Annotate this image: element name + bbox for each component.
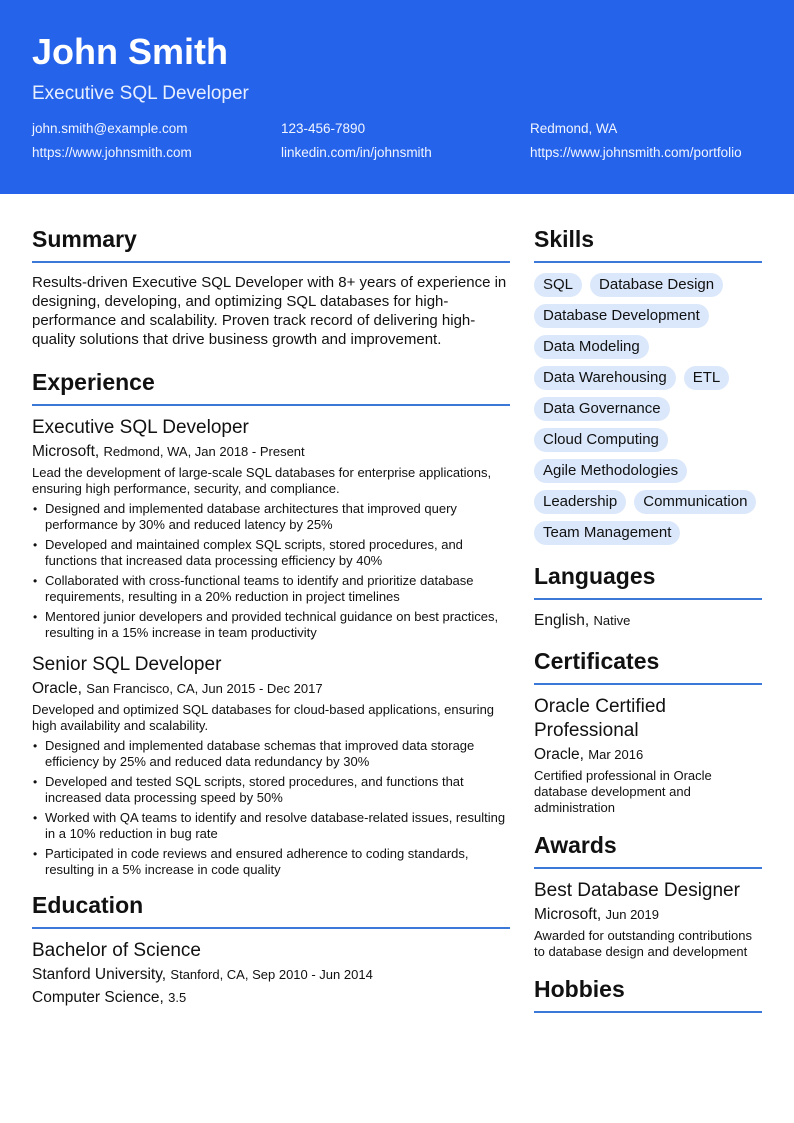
job-title: Executive SQL Developer <box>32 417 249 438</box>
education-school: Stanford University <box>32 966 162 983</box>
skill-tag: Data Warehousing <box>534 366 676 390</box>
location: Redmond, WA <box>530 121 618 136</box>
job-meta: Microsoft, Redmond, WA, Jan 2018 - Present <box>32 443 305 460</box>
language-level: Native <box>593 613 631 628</box>
job-entry <box>32 416 510 641</box>
award-description: Awarded for outstanding contributions to database design and development <box>534 928 753 959</box>
education-location: Stanford, CA <box>170 967 245 982</box>
education-dates: Sep 2010 - Jun 2014 <box>252 967 373 982</box>
education-section <box>32 890 510 1009</box>
linkedin-link[interactable]: linkedin.com/in/johnsmith <box>281 145 432 160</box>
skill-tag: Data Governance <box>534 397 670 421</box>
award-date: Jun 2019 <box>605 907 659 922</box>
education-gpa: 3.5 <box>168 990 187 1005</box>
portfolio-link[interactable]: https://www.johnsmith.com/portfolio <box>530 145 742 160</box>
job-bullet: • Designed and implemented database architectures that improved query performance by 30% and reduced latency by 25% <box>32 501 510 533</box>
job-entry <box>32 653 510 878</box>
main-column <box>32 224 510 1009</box>
education-degree: Bachelor of Science <box>32 940 201 961</box>
skill-tag: Database Development <box>534 304 709 328</box>
summary-text: Results-driven Executive SQL Developer with 8+ years of experience in designing, developing, and optimizing SQL databases for high-performance and scalability. Proven track record of delivering high-quality solutions that drive business growth and improvement. <box>32 274 507 348</box>
job-bullet: • Collaborated with cross-functional teams to identify and prioritize database requirements, resulting in a 20% reduction in project timelines <box>32 573 510 605</box>
job-description: Lead the development of large-scale SQL databases for enterprise applications, ensuring high performance, security, and compliance. <box>32 465 492 496</box>
education-heading: Education <box>32 890 510 929</box>
job-bullet: • Participated in code reviews and ensured adherence to coding standards, resulting in a 5% increase in code quality <box>32 846 510 878</box>
side-column <box>534 224 762 1027</box>
skill-tag: Team Management <box>534 521 680 545</box>
job-dates: Jun 2015 - Dec 2017 <box>201 681 323 696</box>
email-link[interactable]: john.smith@example.com <box>32 121 188 136</box>
language-entry: English, Native <box>534 612 631 629</box>
skill-tag: Cloud Computing <box>534 428 668 452</box>
job-company: Microsoft <box>32 443 95 460</box>
experience-section <box>32 367 510 878</box>
job-bullet: • Worked with QA teams to identify and resolve database-related issues, resulting in a 10% reduction in bug rate <box>32 810 510 842</box>
skill-tag: SQL <box>534 273 582 297</box>
skill-tag: Agile Methodologies <box>534 459 687 483</box>
skills-list <box>534 273 762 545</box>
phone-number[interactable]: 123-456-7890 <box>281 121 366 136</box>
job-description: Developed and optimized SQL databases for cloud-based applications, ensuring high availability and scalability. <box>32 702 495 733</box>
skill-tag: Leadership <box>534 490 626 514</box>
resume-header <box>0 0 794 194</box>
skills-heading: Skills <box>534 224 762 263</box>
education-meta: Stanford University, Stanford, CA, Sep 2010 - Jun 2014 <box>32 966 373 983</box>
job-dates: Jan 2018 - Present <box>194 444 305 459</box>
award-title: Best Database Designer <box>534 880 740 901</box>
certificate-meta: Oracle, Mar 2016 <box>534 746 644 763</box>
job-bullets <box>32 738 510 878</box>
skill-tag: Data Modeling <box>534 335 649 359</box>
languages-section <box>534 561 762 632</box>
awards-section <box>534 830 762 960</box>
languages-heading: Languages <box>534 561 762 600</box>
website-link[interactable]: https://www.johnsmith.com <box>32 145 192 160</box>
job-location: San Francisco, CA <box>86 681 195 696</box>
job-location: Redmond, WA <box>103 444 188 459</box>
certificate-issuer: Oracle <box>534 746 580 763</box>
job-meta: Oracle, San Francisco, CA, Jun 2015 - Dec 2017 <box>32 680 323 697</box>
certificate-title: Oracle Certified Professional <box>534 696 666 741</box>
candidate-name: John Smith <box>32 31 228 72</box>
education-field-meta: Computer Science, 3.5 <box>32 989 187 1006</box>
job-bullet: • Developed and maintained complex SQL scripts, stored procedures, and functions that increased data processing efficiency by 40% <box>32 537 510 569</box>
certificates-heading: Certificates <box>534 646 762 685</box>
skill-tag: Communication <box>634 490 756 514</box>
award-issuer: Microsoft <box>534 906 597 923</box>
certificates-section <box>534 646 762 816</box>
skills-section <box>534 224 762 545</box>
education-field: Computer Science <box>32 989 160 1006</box>
contact-info <box>32 120 772 162</box>
job-bullet: • Developed and tested SQL scripts, stored procedures, and functions that increased data processing speed by 50% <box>32 774 510 806</box>
skill-tag: ETL <box>684 366 730 390</box>
hobbies-heading: Hobbies <box>534 974 762 1013</box>
summary-section <box>32 224 510 349</box>
job-bullet: • Designed and implemented database schemas that improved data storage efficiency by 25% and reduced data redundancy by 30% <box>32 738 510 770</box>
skill-tag: Database Design <box>590 273 723 297</box>
summary-heading: Summary <box>32 224 510 263</box>
certificate-description: Certified professional in Oracle database development and administration <box>534 768 712 815</box>
job-company: Oracle <box>32 680 78 697</box>
job-bullets <box>32 501 510 641</box>
award-meta: Microsoft, Jun 2019 <box>534 906 659 923</box>
experience-heading: Experience <box>32 367 510 406</box>
awards-heading: Awards <box>534 830 762 869</box>
job-title: Senior SQL Developer <box>32 654 222 675</box>
hobbies-section <box>534 974 762 1013</box>
job-bullet: • Mentored junior developers and provided technical guidance on best practices, resulting in a 15% increase in team productivity <box>32 609 510 641</box>
certificate-date: Mar 2016 <box>588 747 644 762</box>
language-name: English <box>534 612 585 629</box>
candidate-title: Executive SQL Developer <box>32 83 249 104</box>
